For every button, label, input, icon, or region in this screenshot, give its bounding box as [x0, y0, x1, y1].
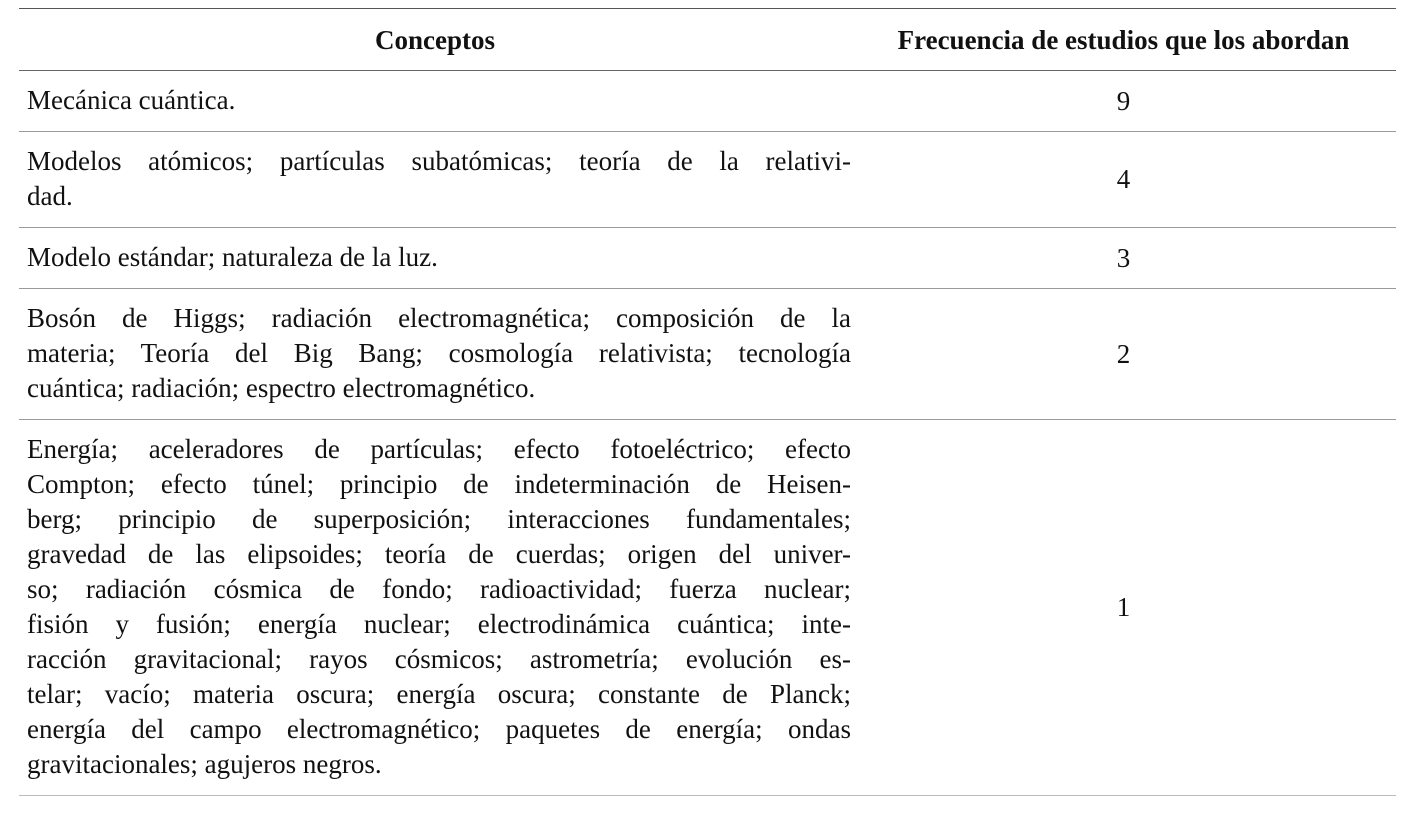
table-row	[19, 289, 1396, 420]
concept-cell	[19, 289, 851, 420]
frequency-cell: 9	[851, 71, 1396, 132]
concept-line: Compton; efecto túnel; principio de indeterminación de Heisen-	[27, 469, 851, 499]
concept-line: energía del campo electromagnético; paquetes de energía; ondas	[27, 714, 851, 744]
table-row	[19, 420, 1396, 796]
concept-cell	[19, 71, 851, 132]
concept-line: materia; Teoría del Big Bang; cosmología relativista; tecnología	[27, 338, 851, 368]
concept-cell	[19, 228, 851, 289]
concept-line: so; radiación cósmica de fondo; radioactividad; fuerza nuclear;	[27, 574, 851, 604]
concept-line: dad.	[27, 181, 73, 211]
frequency-cell: 2	[851, 289, 1396, 420]
concept-line: Energía; aceleradores de partículas; efecto fotoeléctrico; efecto	[27, 434, 851, 464]
table-row	[19, 71, 1396, 132]
header-frecuencia: Frecuencia de estudios que los abordan	[851, 9, 1396, 71]
concept-line: Bosón de Higgs; radiación electromagnética; composición de la	[27, 303, 851, 333]
concept-line: gravedad de las elipsoides; teoría de cuerdas; origen del univer-	[27, 539, 851, 569]
frequency-cell: 1	[851, 420, 1396, 796]
table-row	[19, 132, 1396, 228]
header-conceptos: Conceptos	[19, 9, 851, 71]
table-row	[19, 228, 1396, 289]
concept-line: berg; principio de superposición; interacciones fundamentales;	[27, 504, 851, 534]
concept-line: Modelo estándar; naturaleza de la luz.	[27, 242, 438, 272]
concept-line: cuántica; radiación; espectro electromagnético.	[27, 373, 536, 403]
concept-line: fisión y fusión; energía nuclear; electrodinámica cuántica; inte-	[27, 609, 851, 639]
table-header-row	[19, 9, 1396, 71]
concepts-frequency-table	[19, 8, 1396, 796]
frequency-cell: 4	[851, 132, 1396, 228]
frequency-cell: 3	[851, 228, 1396, 289]
concept-line: telar; vacío; materia oscura; energía oscura; constante de Planck;	[27, 679, 851, 709]
concept-cell	[19, 420, 851, 796]
concept-line: racción gravitacional; rayos cósmicos; astrometría; evolución es-	[27, 644, 851, 674]
concept-line: Mecánica cuántica.	[27, 85, 236, 115]
concept-cell	[19, 132, 851, 228]
concept-line: gravitacionales; agujeros negros.	[27, 749, 382, 779]
concepts-table-container	[19, 8, 1396, 796]
concept-line: Modelos atómicos; partículas subatómicas; teoría de la relativi-	[27, 146, 851, 176]
